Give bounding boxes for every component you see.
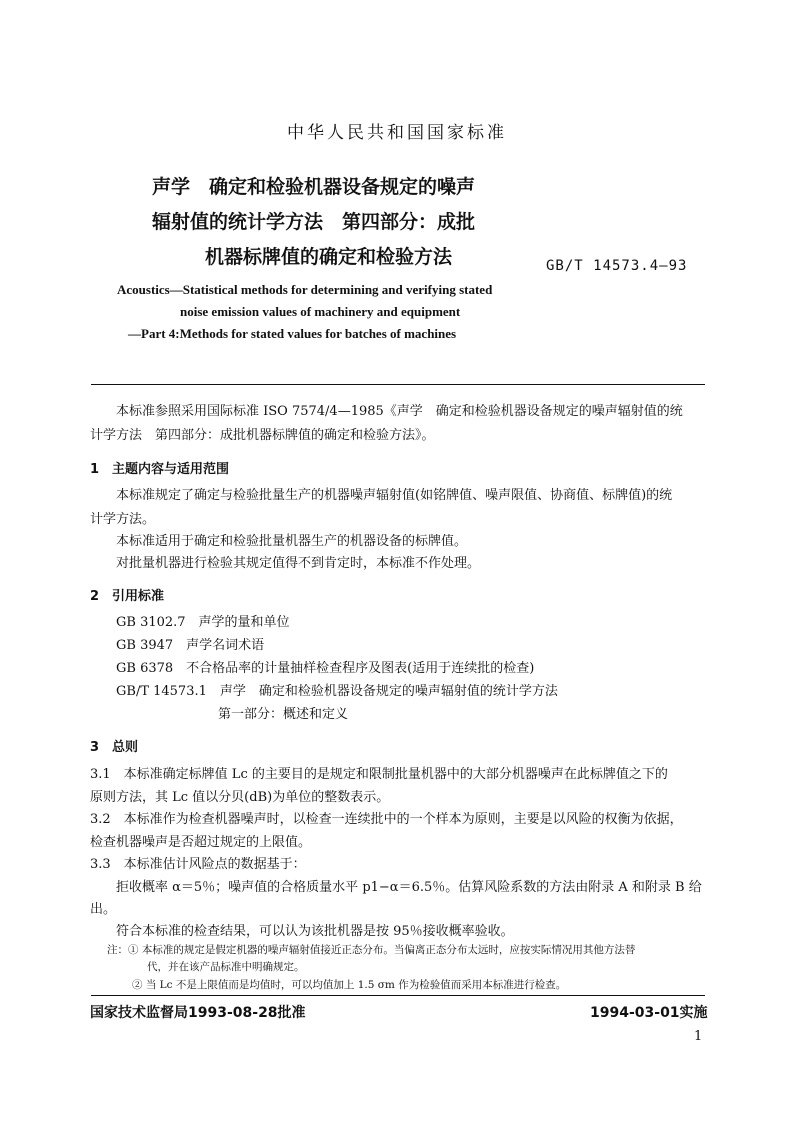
section-1-para-1-line-2: 计学方法。 xyxy=(90,512,156,527)
section-2-heading: 2 引用标准 xyxy=(90,589,165,604)
clause-3-1-line-2: 原则方法，其 Lc 值以分贝(dB)为单位的整数表示。 xyxy=(90,790,390,805)
reference-item: GB 6378 不合格品率的计量抽样检查程序及图表(适用于连续批的检查) xyxy=(116,661,535,676)
intro-line-1: 本标准参照采用国际标准 ISO 7574/4—1985《声学 确定和检验机器设备规定的噪声辐射值的统 xyxy=(116,404,683,419)
title-line-3: 机器标牌值的确定和检验方法 xyxy=(205,246,453,268)
note-1-line-1: 注：① 本标准的规定是假定机器的噪声辐射值接近正态分布。当偏离正态分布太远时，应按实际情况用其他方法替 xyxy=(107,944,636,956)
effective-date: 1994-03-01实施 xyxy=(590,1005,708,1021)
section-1-para-3: 对批量机器进行检验其规定值得不到肯定时，本标准不作处理。 xyxy=(116,556,481,571)
header-divider xyxy=(91,384,705,385)
section-1-heading: 1 主题内容与适用范围 xyxy=(90,462,230,477)
clause-3-3-line-2: 拒收概率 α＝5％；噪声值的合格质量水平 p1−α＝6.5％。估算风险系数的方法由附录 A 和附录 B 给 xyxy=(116,880,702,895)
english-title-line-3: —Part 4:Methods for stated values for batches of machines xyxy=(128,326,457,341)
title-line-2: 辐射值的统计学方法 第四部分：成批 xyxy=(152,211,476,233)
footer-divider xyxy=(91,995,705,996)
section-1-para-1-line-1: 本标准规定了确定与检验批量生产的机器噪声辐射值(如铭牌值、噪声限值、协商值、标牌值)的统 xyxy=(116,488,673,503)
note-1-line-2: 代，并在该产品标准中明确规定。 xyxy=(147,961,305,973)
page-number: 1 xyxy=(694,1029,703,1044)
national-standard-header: 中华人民共和国国家标准 xyxy=(287,123,507,143)
note-2: ② 当 Lc 不是上限值而是均值时，可以均值加上 1.5 σm 作为检验值而采用本标准进行检查。 xyxy=(132,979,567,991)
clause-3-2-line-1: 3.2 本标准作为检查机器噪声时，以检查一连续批中的一个样本为原则，主要是以风险的权衡为依据， xyxy=(90,812,683,827)
section-3-heading: 3 总则 xyxy=(90,740,139,755)
clause-3-1-line-1: 3.1 本标准确定标牌值 Lc 的主要目的是规定和限制批量机器中的大部分机器噪声在此标牌值之下的 xyxy=(90,767,668,782)
clause-3-3-line-4: 符合本标准的检查结果，可以认为该批机器是按 95％接收概率验收。 xyxy=(116,924,514,939)
english-title-line-2: noise emission values of machinery and equipment xyxy=(180,304,461,319)
standard-code: GB/T 14573.4—93 xyxy=(546,258,688,274)
clause-3-3-line-3: 出。 xyxy=(90,902,117,917)
intro-line-2: 计学方法 第四部分：成批机器标牌值的确定和检验方法》。 xyxy=(90,428,435,443)
reference-item: GB 3102.7 声学的量和单位 xyxy=(116,615,290,630)
clause-3-2-line-2: 检查机器噪声是否超过规定的上限值。 xyxy=(90,835,312,850)
title-line-1: 声学 确定和检验机器设备规定的噪声 xyxy=(152,176,476,198)
english-title-line-1: Acoustics—Statistical methods for determining and verifying stated xyxy=(117,282,493,297)
clause-3-3-line-1: 3.3 本标准估计风险点的数据基于： xyxy=(90,857,306,872)
reference-item: GB/T 14573.1 声学 确定和检验机器设备规定的噪声辐射值的统计学方法 xyxy=(116,684,558,699)
reference-item-continuation: 第一部分：概述和定义 xyxy=(218,707,349,722)
reference-item: GB 3947 声学名词术语 xyxy=(116,638,265,653)
section-1-para-2: 本标准适用于确定和检验批量机器生产的机器设备的标牌值。 xyxy=(116,534,468,549)
approval-date: 国家技术监督局1993-08-28批准 xyxy=(90,1005,306,1021)
